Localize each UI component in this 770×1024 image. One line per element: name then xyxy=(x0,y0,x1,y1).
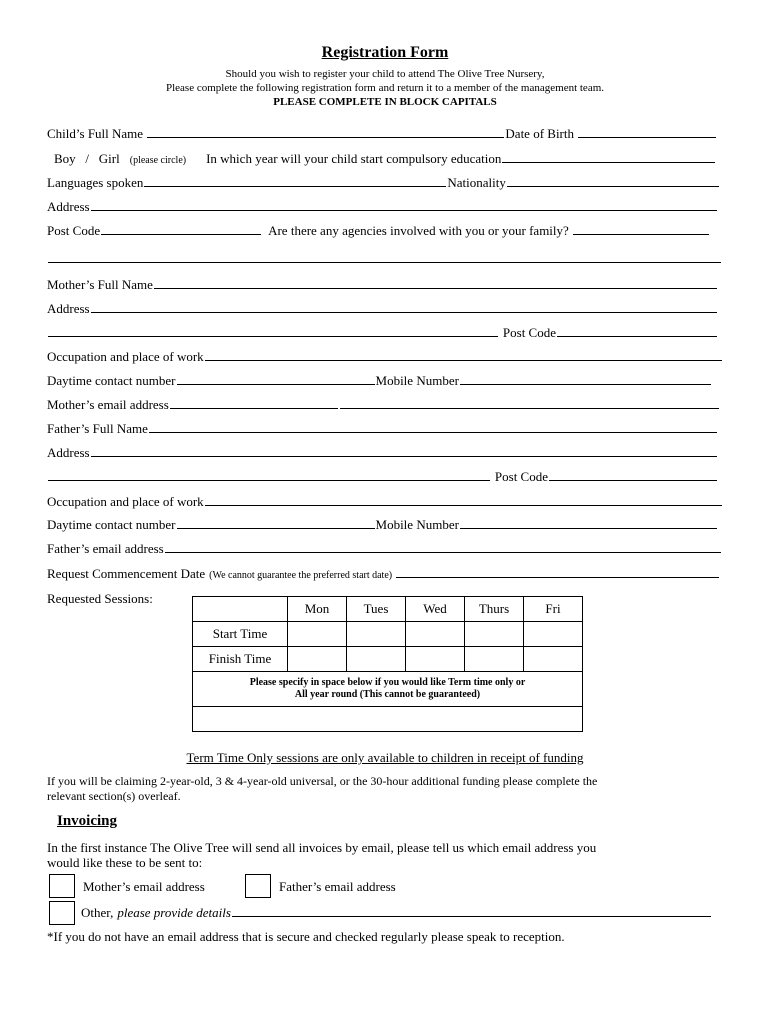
child-address-label: Address xyxy=(47,199,90,214)
intro-line-2: Please complete the following registration form and return it to a member of the management team. xyxy=(165,82,605,94)
child-address-field[interactable] xyxy=(91,199,717,211)
father-address-field[interactable] xyxy=(91,445,717,457)
father-name-label: Father’s Full Name xyxy=(47,421,148,436)
start-wed-cell[interactable] xyxy=(406,622,465,647)
father-occupation-row xyxy=(47,494,723,510)
child-name-row xyxy=(47,126,717,142)
mother-mobile-field[interactable] xyxy=(460,373,711,385)
invoicing-intro-line-1: In the first instance The Olive Tree will send all invoices by email, please tell us which email address you xyxy=(47,840,597,855)
page-title: Registration Form xyxy=(321,44,449,61)
father-daytime-field[interactable] xyxy=(177,517,375,529)
languages-label: Languages spoken xyxy=(47,175,144,190)
child-dob-field[interactable] xyxy=(578,126,716,138)
start-mon-cell[interactable] xyxy=(288,622,347,647)
funding-claim-line-1: If you will be claiming 2-year-old, 3 & 4-year-old universal, or the 30-hour additional funding please complete the xyxy=(47,774,598,788)
mother-address-field-2[interactable] xyxy=(48,325,498,337)
mother-occupation-field[interactable] xyxy=(205,349,722,361)
father-email-label: Father’s email address xyxy=(47,541,164,556)
please-circle-note: (please circle) xyxy=(129,155,187,166)
intro-line-1: Should you wish to register your child to attend The Olive Tree Nursery, xyxy=(225,68,545,80)
child-name-field[interactable] xyxy=(147,126,504,138)
finish-fri-cell[interactable] xyxy=(524,647,583,672)
mother-postcode-label: Post Code xyxy=(502,325,556,340)
finish-time-row xyxy=(193,647,583,672)
languages-field[interactable] xyxy=(144,175,446,187)
child-postcode-row xyxy=(47,223,710,239)
day-header-wed: Wed xyxy=(406,597,465,622)
finish-time-label: Finish Time xyxy=(193,647,288,672)
father-postcode-label: Post Code xyxy=(494,469,548,484)
commencement-field[interactable] xyxy=(396,566,719,578)
mother-name-field[interactable] xyxy=(154,277,717,289)
other-details-label: please provide details xyxy=(117,905,231,920)
child-dob-label: Date of Birth xyxy=(505,126,574,141)
invoicing-intro-line-2: would like these to be sent to: xyxy=(47,855,203,870)
nationality-field[interactable] xyxy=(507,175,719,187)
intro-line-3: PLEASE COMPLETE IN BLOCK CAPITALS xyxy=(273,96,497,108)
day-header-thurs: Thurs xyxy=(465,597,524,622)
father-address-label: Address xyxy=(47,445,90,460)
funding-claim-line-2: relevant section(s) overleaf. xyxy=(47,789,181,803)
commencement-note: (We cannot guarantee the preferred start date) xyxy=(209,570,393,581)
day-header-fri: Fri xyxy=(524,597,583,622)
father-mobile-label: Mobile Number xyxy=(375,517,459,532)
child-gender-row xyxy=(54,151,716,167)
sessions-label: Requested Sessions: xyxy=(47,591,153,606)
corner-cell xyxy=(193,597,288,622)
mother-email-row xyxy=(47,397,720,413)
mother-address-row xyxy=(47,301,718,317)
invoicing-footnote: *If you do not have an email address that is secure and checked regularly please speak to reception. xyxy=(47,929,565,944)
day-header-tues: Tues xyxy=(347,597,406,622)
mother-name-label: Mother’s Full Name xyxy=(47,277,153,292)
mother-occupation-label: Occupation and place of work xyxy=(47,349,204,364)
father-name-field[interactable] xyxy=(149,421,717,433)
father-email-field[interactable] xyxy=(165,541,721,553)
start-time-label: Start Time xyxy=(193,622,288,647)
finish-tues-cell[interactable] xyxy=(347,647,406,672)
child-postcode-field[interactable] xyxy=(101,223,261,235)
mother-name-row xyxy=(47,277,718,293)
agencies-label: Are there any agencies involved with you or your family? xyxy=(268,223,569,238)
finish-mon-cell[interactable] xyxy=(288,647,347,672)
day-header-mon: Mon xyxy=(288,597,347,622)
start-fri-cell[interactable] xyxy=(524,622,583,647)
mother-email-checkbox[interactable] xyxy=(49,874,75,898)
mother-daytime-label: Daytime contact number xyxy=(47,373,176,388)
father-email-option-label: Father’s email address xyxy=(279,879,396,894)
term-preference-row xyxy=(193,707,583,732)
father-occupation-label: Occupation and place of work xyxy=(47,494,204,509)
finish-wed-cell[interactable] xyxy=(406,647,465,672)
term-note-row xyxy=(193,672,583,707)
other-email-checkbox[interactable] xyxy=(49,901,75,925)
start-tues-cell[interactable] xyxy=(347,622,406,647)
invoicing-heading: Invoicing xyxy=(57,813,118,829)
mother-occupation-row xyxy=(47,349,723,365)
mother-mobile-label: Mobile Number xyxy=(375,373,459,388)
start-time-row xyxy=(193,622,583,647)
child-address-row xyxy=(47,199,718,215)
mother-phone-row xyxy=(47,373,712,389)
finish-thurs-cell[interactable] xyxy=(465,647,524,672)
term-note-line-2: All year round (This cannot be guaranteed) xyxy=(294,689,481,700)
agencies-field[interactable] xyxy=(573,223,709,235)
father-postcode-row xyxy=(47,469,718,485)
gender-options[interactable]: Boy / Girl xyxy=(54,151,120,166)
mother-email-option-label: Mother’s email address xyxy=(83,879,205,894)
commencement-row xyxy=(47,566,720,582)
mother-postcode-field[interactable] xyxy=(557,325,717,337)
father-postcode-field[interactable] xyxy=(549,469,717,481)
term-preference-field[interactable] xyxy=(193,707,583,732)
mother-daytime-field[interactable] xyxy=(177,373,375,385)
nationality-label: Nationality xyxy=(447,175,506,190)
sessions-label-row xyxy=(47,591,153,607)
father-occupation-field[interactable] xyxy=(205,494,722,506)
mother-address-label: Address xyxy=(47,301,90,316)
father-mobile-field[interactable] xyxy=(460,517,717,529)
father-phone-row xyxy=(47,517,718,533)
term-note-line-1: Please specify in space below if you would like Term time only or xyxy=(249,677,526,688)
languages-row xyxy=(47,175,720,191)
other-email-field[interactable] xyxy=(232,905,711,917)
mother-email-field-2[interactable] xyxy=(340,397,719,409)
education-field[interactable] xyxy=(502,151,715,163)
mother-postcode-row xyxy=(47,325,718,341)
sessions-table xyxy=(192,596,583,732)
section-divider xyxy=(48,262,721,263)
education-label: In which year will your child start compulsory education xyxy=(206,151,502,166)
mother-email-label: Mother’s email address xyxy=(47,397,169,412)
start-thurs-cell[interactable] xyxy=(465,622,524,647)
father-email-checkbox[interactable] xyxy=(245,874,271,898)
father-daytime-label: Daytime contact number xyxy=(47,517,176,532)
father-address-row xyxy=(47,445,718,461)
mother-address-field[interactable] xyxy=(91,301,717,313)
other-email-row xyxy=(81,905,712,921)
father-name-row xyxy=(47,421,718,437)
father-email-row xyxy=(47,541,722,557)
child-postcode-label: Post Code xyxy=(47,223,101,238)
term-note-cell xyxy=(193,672,583,707)
mother-email-field[interactable] xyxy=(170,397,338,409)
child-name-label: Child’s Full Name xyxy=(47,126,144,141)
sessions-header-row xyxy=(193,597,583,622)
commencement-label: Request Commencement Date xyxy=(47,566,206,581)
father-address-field-2[interactable] xyxy=(48,469,490,481)
term-time-funding-note: Term Time Only sessions are only available to children in receipt of funding xyxy=(186,750,584,765)
other-option-label: Other, xyxy=(81,905,114,920)
